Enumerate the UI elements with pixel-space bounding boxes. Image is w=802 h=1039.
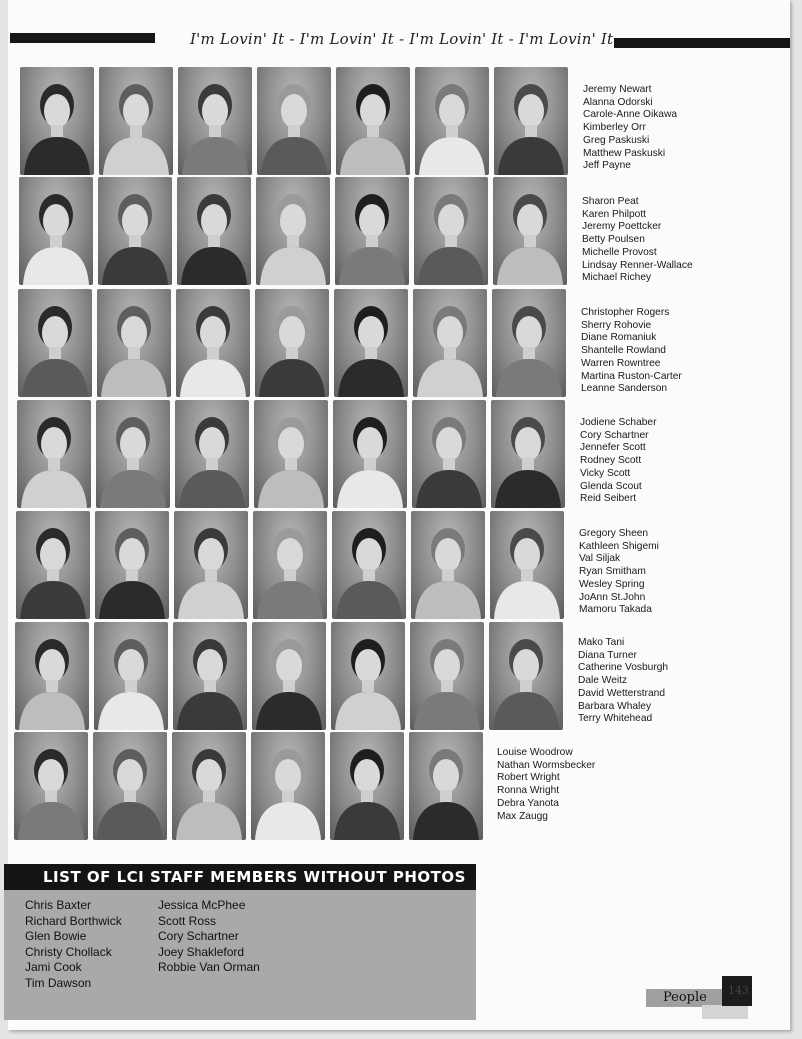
portrait-silhouette: [331, 622, 405, 730]
staff-portrait: [334, 289, 408, 397]
no-photos-column-2: [158, 898, 260, 976]
portrait-silhouette: [333, 400, 407, 508]
staff-name: Alanna Odorski: [583, 96, 653, 108]
staff-name: Robert Wright: [497, 772, 560, 784]
staff-portrait: [330, 732, 404, 840]
portrait-silhouette: [494, 67, 568, 175]
portrait-silhouette: [15, 622, 89, 730]
portrait-silhouette: [254, 400, 328, 508]
no-photo-name: Glen Bowie: [25, 929, 87, 943]
staff-name: Michelle Provost: [582, 246, 657, 258]
name-list: [583, 84, 677, 173]
staff-portrait: [253, 511, 327, 619]
portrait-silhouette: [98, 177, 172, 285]
staff-name: Warren Rowntree: [581, 357, 661, 369]
portrait-silhouette: [335, 177, 409, 285]
header-rule-left: [10, 33, 155, 43]
portrait-silhouette: [490, 511, 564, 619]
no-photos-title: LIST OF LCI STAFF MEMBERS WITHOUT PHOTOS: [43, 868, 466, 886]
staff-portrait: [414, 177, 488, 285]
staff-name: Christopher Rogers: [581, 307, 670, 318]
staff-portrait: [93, 732, 167, 840]
header-rule-right: [614, 38, 790, 48]
staff-portrait: [489, 622, 563, 730]
staff-name: Diana Turner: [578, 649, 637, 661]
portrait-silhouette: [99, 67, 173, 175]
staff-portrait: [411, 511, 485, 619]
no-photo-name: Jami Cook: [25, 960, 82, 974]
footer-page-number: 143: [728, 984, 749, 997]
no-photo-name: Jessica McPhee: [158, 898, 246, 912]
staff-portrait: [335, 177, 409, 285]
staff-name: Jeff Payne: [583, 160, 631, 172]
staff-name: Michael Richey: [582, 272, 652, 284]
portrait-silhouette: [255, 289, 329, 397]
staff-name: Jeremy Poettcker: [582, 221, 662, 233]
staff-portrait: [413, 289, 487, 397]
staff-portrait: [177, 177, 251, 285]
no-photo-name: Richard Borthwick: [25, 913, 122, 928]
staff-name: Leanne Sanderson: [581, 383, 668, 395]
staff-name: Val Siljak: [579, 553, 621, 565]
staff-portrait: [176, 289, 250, 397]
staff-name: Karen Philpott: [582, 208, 646, 220]
staff-name: Jennefer Scott: [580, 442, 646, 454]
staff-name: Sharon Peat: [582, 196, 639, 207]
portrait-silhouette: [174, 511, 248, 619]
portrait-silhouette: [95, 511, 169, 619]
portrait-silhouette: [330, 732, 404, 840]
portrait-silhouette: [413, 289, 487, 397]
portrait-silhouette: [173, 622, 247, 730]
staff-portrait: [95, 511, 169, 619]
staff-portrait: [256, 177, 330, 285]
staff-name: Max Zaugg: [497, 810, 548, 822]
staff-name: Gregory Sheen: [579, 528, 649, 539]
staff-name: Vicky Scott: [580, 467, 631, 479]
portrait-silhouette: [336, 67, 410, 175]
portrait-silhouette: [332, 511, 406, 619]
staff-portrait: [257, 67, 331, 175]
staff-portrait: [20, 67, 94, 175]
staff-name: Dale Weitz: [578, 675, 628, 687]
staff-portrait: [251, 732, 325, 840]
portrait-silhouette: [18, 289, 92, 397]
portrait-silhouette: [492, 289, 566, 397]
portrait-silhouette: [20, 67, 94, 175]
portrait-silhouette: [14, 732, 88, 840]
staff-name: Ryan Smitham: [579, 566, 646, 578]
name-list: [580, 417, 656, 506]
no-photo-name: Robbie Van Orman: [158, 960, 260, 974]
staff-name: Louise Woodrow: [497, 747, 573, 758]
staff-name: Mako Tani: [578, 637, 625, 648]
staff-name: Catherine Vosburgh: [578, 662, 669, 674]
portrait-silhouette: [409, 732, 483, 840]
portrait-silhouette: [252, 622, 326, 730]
staff-portrait: [172, 732, 246, 840]
portrait-silhouette: [94, 622, 168, 730]
staff-name: Kathleen Shigemi: [579, 540, 659, 552]
staff-portrait: [15, 622, 89, 730]
staff-portrait: [94, 622, 168, 730]
staff-portrait: [96, 400, 170, 508]
name-list: [582, 196, 693, 285]
portrait-silhouette: [256, 177, 330, 285]
staff-name: Glenda Scout: [580, 480, 642, 492]
staff-name: Cory Schartner: [580, 429, 649, 441]
staff-portrait: [18, 289, 92, 397]
staff-name: Rodney Scott: [580, 455, 642, 467]
staff-portrait: [255, 289, 329, 397]
no-photo-name: Christy Chollack: [25, 944, 112, 959]
staff-name: Martina Ruston-Carter: [581, 370, 682, 382]
footer-tab-accent: [702, 1005, 748, 1019]
no-photo-name: Cory Schartner: [158, 929, 239, 943]
staff-name: Greg Paskuski: [583, 134, 650, 146]
no-photo-name: Tim Dawson: [25, 975, 92, 990]
portrait-silhouette: [414, 177, 488, 285]
staff-name: Jeremy Newart: [583, 84, 652, 95]
staff-portrait: [333, 400, 407, 508]
portrait-silhouette: [178, 67, 252, 175]
staff-portrait: [254, 400, 328, 508]
staff-name: Matthew Paskuski: [583, 147, 666, 159]
staff-portrait: [99, 67, 173, 175]
staff-portrait: [415, 67, 489, 175]
staff-name: Jodiene Schaber: [580, 417, 657, 428]
staff-portrait: [490, 511, 564, 619]
staff-name: Mamoru Takada: [579, 604, 652, 616]
portrait-silhouette: [176, 289, 250, 397]
staff-portrait: [14, 732, 88, 840]
portrait-silhouette: [172, 732, 246, 840]
name-list: [581, 307, 682, 396]
portrait-silhouette: [253, 511, 327, 619]
header-slogan: I'm Lovin' It - I'm Lovin' It - I'm Lovin' It - I'm Lovin' It: [190, 30, 614, 48]
staff-name: Lindsay Renner-Wallace: [582, 259, 693, 271]
footer-section-label: People: [663, 990, 707, 1005]
portrait-silhouette: [491, 400, 565, 508]
staff-portrait: [412, 400, 486, 508]
staff-name: Betty Poulsen: [582, 234, 645, 246]
name-list: [578, 637, 668, 726]
name-list: [497, 747, 595, 823]
portrait-silhouette: [97, 289, 171, 397]
staff-portrait: [178, 67, 252, 175]
staff-name: David Wetterstrand: [578, 687, 666, 699]
staff-portrait: [491, 400, 565, 508]
portrait-silhouette: [257, 67, 331, 175]
staff-name: Ronna Wright: [497, 785, 560, 797]
portrait-silhouette: [415, 67, 489, 175]
staff-name: Carole-Anne Oikawa: [583, 109, 677, 121]
staff-name: JoAnn St.John: [579, 591, 646, 603]
no-photos-column-1: [25, 898, 122, 991]
staff-portrait: [16, 511, 90, 619]
portrait-silhouette: [93, 732, 167, 840]
staff-portrait: [494, 67, 568, 175]
staff-name: Sherry Rohovie: [581, 319, 652, 331]
staff-name: Terry Whitehead: [578, 713, 653, 725]
staff-portrait: [175, 400, 249, 508]
portrait-silhouette: [410, 622, 484, 730]
staff-name: Shantelle Rowland: [581, 345, 666, 357]
staff-name: Nathan Wormsbecker: [497, 759, 596, 771]
staff-portrait: [336, 67, 410, 175]
staff-portrait: [410, 622, 484, 730]
staff-portrait: [409, 732, 483, 840]
staff-portrait: [331, 622, 405, 730]
portrait-silhouette: [411, 511, 485, 619]
portrait-silhouette: [489, 622, 563, 730]
no-photo-name: Scott Ross: [158, 913, 217, 928]
staff-portrait: [492, 289, 566, 397]
portrait-silhouette: [96, 400, 170, 508]
portrait-silhouette: [19, 177, 93, 285]
staff-portrait: [17, 400, 91, 508]
staff-portrait: [252, 622, 326, 730]
staff-portrait: [493, 177, 567, 285]
staff-name: Reid Seibert: [580, 493, 637, 505]
no-photo-name: Joey Shakleford: [158, 944, 245, 959]
no-photo-name: Chris Baxter: [25, 898, 92, 912]
staff-portrait: [19, 177, 93, 285]
staff-name: Kimberley Orr: [583, 122, 646, 134]
portrait-silhouette: [251, 732, 325, 840]
staff-portrait: [174, 511, 248, 619]
portrait-silhouette: [334, 289, 408, 397]
name-list: [579, 528, 659, 617]
staff-name: Debra Yanota: [497, 797, 559, 809]
staff-name: Diane Romaniuk: [581, 332, 657, 344]
staff-name: Barbara Whaley: [578, 700, 652, 712]
staff-name: Wesley Spring: [579, 578, 645, 590]
portrait-silhouette: [16, 511, 90, 619]
staff-portrait: [332, 511, 406, 619]
staff-portrait: [97, 289, 171, 397]
staff-portrait: [98, 177, 172, 285]
portrait-silhouette: [17, 400, 91, 508]
portrait-silhouette: [175, 400, 249, 508]
portrait-silhouette: [177, 177, 251, 285]
staff-portrait: [173, 622, 247, 730]
portrait-silhouette: [493, 177, 567, 285]
portrait-silhouette: [412, 400, 486, 508]
